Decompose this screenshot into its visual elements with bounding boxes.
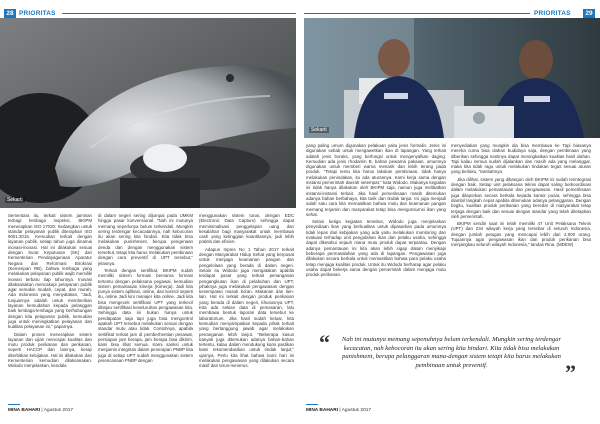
footer-publication: MINA BAHARI [8,408,41,413]
right-photo [304,18,600,138]
paragraph: Adapun Inpres No 1 Tahun 2017 terkait dengan Masyarakat Hidup Sehat yang berpusat untuk menjaga keamanan pangan dan pengelolaan yang berada di dalam negeri. Selain itu Widodo juga mengatakan apabila terdapat pasar yang terkait penanganan pengangkutan ikan di pelabuhan dan UPT, pihaknya juga melakukan pengawasan dengan kesempatan masuk koran. Makanan dan lain-lain. Hal ini terkait dengan produk perikanan yang berada di dalam negeri, khususnya UPT, Kita ada sekian data di pemasaran, lalu membawa bentuk laporan data tersebut ke laboratorium. Jika hasil sudah keluar, kita kemudian menyampaikan kepada pihak terkait yang bertanggung jawab agar melakukan penanganan lebih lanjut. "Beberapa kasus banyak juga ditemukan adanya bahan-bahan tertentu, kalau dalam mendukung kami pastikan kami rekomendasikan untuk tindak lanjut," ujarnya. Perlu kita lihat bahwa kami hari ini melakukan pengawasan yang dilakukan secara masif dan terus-menerus. [199,246,294,369]
paragraph: Terkait dengan sertifikat, BKIPM sudah memiliki sistem formasi bernama formasi tertentu dengan pelaksana pegawai, kemudian sistem pemantauan kinerja (Kimerja). Jadi kita punya sistem aplikasi, online, dan kontrol seperti itu, online Jadi kini manajer kita online. Jadi kita bisa mengecek sertifikasi UPT yang terkecil ditinjau sertifikasi keseluruhan pengawasan kita. Sehingga data ini bukan hanya untuk pendapatan saja tapi juga bisa mengontrol apakah UPT tersebut melakukan sesuai dengan standar mutu atau tidak. Contohnya, apabila sertifikat terkait jam di pemberhentian pesawat, persiapan jam berapa, jam berapa bisa dikirim, kami bisa lihat semua. Kami sanksi untuk menjamin integritas dalam penerapan PNBP kita juga di setiap UPT sudah menggunakan sistem perencanaan PNBP dengan [98,267,193,364]
footer-publication: MINA BAHARI [306,408,339,413]
footer-issue: Agustus 2017 [341,408,372,413]
right-column-1 [306,143,446,325]
left-section-title: PRIORITAS [19,10,56,17]
paragraph: yang paling umum digunakan pelakuan yaitu jenis formalin. Jenis ini digunakan sebab untuk mengawetkan ikan di lapangan. Yang terkait adalah jenis boraks, yang berfungsi untuk mengenyalkan daging. Kemudian ada jenis rhodamin B, bahan pewarna pakaian, umumnya digunakan untuk memberi warna menarik dan lebih terang pada produk. "Tetapi tentu kita harus lakukan pembinaan, tidak hanya melakukan penindakan, itu ada aturannya. Kami kerja sama dengan instansi pemerintah daerah setempat," kata Widodo. Makanya kegiatan ini tidak hanya dilakukan oleh BKIPM saja, namun juga melibatkan instansi-instansi terkait. Jika hasil pemeriksaan masih ditemukan adanya bahan berbahaya, kita tarik dan tindak lanjut. Ini juga menjadi salah satu cara kita memastikan bahwa mutu dan keamanan pangan memang terjamin dan masyarakat tetap bisa mengonsumsi ikan yang sehat. [306,143,446,217]
left-footer: MINA BAHARI | Agustus 2017 [8,408,74,413]
paragraph: di dalam negeri sering dijumpai pada UMKM hingga pasar konvensional. "Nah ini mutunya memang seperlunya belum terkendali. Mungkin sering terdengar kecacatannya, nah kebocoran itu akan sering kita hindari. Kita tidak bisa melakukan punishment, berupa pengenaan denda dan dengan menggunakan sistem tersebut, tetapi kita harus melakukan pembinaan dengan cara preventif di UPT tersebut," jelasnya. [98,213,193,266]
right-photo-caption: Sekarti [311,127,327,133]
left-header-rule [62,13,296,14]
right-page-number: 29 [583,9,595,18]
right-column-2 [451,143,591,325]
paragraph: BKIPM sendiri saat ini telah memiliki 47 Unit Pelaksana Teknis (UPT) dan 234 wilayah kerja yang tersebar di seluruh Indonesia, dengan jumlah petugas yang mencapai lebih dari 2.000 orang. Tujuannya agar pengawasan ikan dan produk perikanan bisa menjangkau seluruh wilayah Indonesia," tandas Rina. (MDEW) [451,221,591,248]
footer-issue: Agustus 2017 [43,408,74,413]
right-section-title: PRIORITAS [534,10,571,17]
paragraph: Sementara itu, terkait sistem jaminan terbagi lembaga inspeksi, BKIPM menerapkan ISO 17020. Sedangkan untuk standar pelayanan publik diterapkan ISO 9001:2015. Kemudian terkait dengan layanan publik, setiap tahun juga dinamai inovasi-inovasi. Hal ini dilakukan sesuai dengan Surat Keputusan (SK) dari Kementerian Pendayagunaan Aparatur Negara dan Reformasi Birokrasi (Kemenpan RB), bahwa lembaga yang melakukan pelayanan publik wajib memiliki inovasi terbaru tiap tahunnya. Inovasi dilaksanakan mencakupi pelayanan publik agar semakin mudah, cepat, dan murah. Ada Indonesia yang menyatakan, "Jadi, tunjuannya adalah untuk memberikan layanan kemudahan kepada pelanggan baik lembaga-lembaga yang berhubungan dengan kita pelayanan publik, kemudian juga untuk meningkatkan pelayanan dan kualitas pelayanan ini," paparnya. [8,213,92,330]
left-column-1 [8,213,92,401]
paragraph: menggunakan sistem tunai, dengan EDC (Electronic Data Capture) sehingga dapat meminimalisasi penggelapan uang dan kesalahan bagi masyarakat untuk membawa cash yang ketinggian kuantitasnya, jadi lebih praktis dan efisien. [199,213,294,245]
pull-quote-text: Nah ini mutunya memang sepenuhnya belum terkendali. Mungkin sering terdengar kecacatan, nah kebocoran itu akan sering kita hindari. Kita tidak bisa melakukan punishment, berupa pelanggaran mana-dengan sistem tetapi kita harus melakukan pembinaan untuk preventif. [341,336,562,369]
right-footer: MINA BAHARI | Agustus 2017 [306,408,372,413]
left-column-2 [98,213,193,401]
left-photo [0,18,296,208]
paragraph: Selain ketiga kegiatan tersebut, Widodo juga menjelaskan penyediaan ikan yang berkualitas untuk dipasarkan pada umumnya tidak lepas dari kebijakan yang ada yaitu melakukan monitoring dan evaluasi terhadap unit pengolahan ikan dan pelaku usaha, sehingga dapat diketahui sejauh mana mutu produk dapat terpantau. Dengan adanya pemantauan ini kita akan lebih sigap dalam menyikapi beberapa permasalahan yang ada di lapangan. Pengawasan juga dilakukan secara berkala untuk memastikan bahwa para pelaku usaha tetap menjaga kualitas produk. Untuk itu Widodo berharap agar pelaku usaha dapat bekerja sama dengan pemerintah dalam menjaga mutu produk perikanan. [306,219,446,278]
paragraph: Dalam proses menerapkan sistem layanan dan ujian mencapai kualitas dan mutu produk perikanan dan perikanan, seperti HACCP dan lainnya, kerap diterbitkan kebijakan. Hal ini dilakukan dari Kementerian kemudian dilaksanakan. Widodo menjelaskan, kendala [8,331,92,369]
close-quote-icon: ” [565,360,576,385]
lab-officers-photo [304,18,600,138]
open-quote-icon: “ [319,330,330,355]
paragraph: menyediakan yang mungkin dia bisa membawa ke Tapi biasanya mereka cuma bisa olahan budidaya saja, dengan pembinaan yang diberikan sehingga nantinya dapat meningkatkan kualitas hasil olahan. Tapi kalau semua sudah dijalankan dan masih ada yang melanggar, maka kita tidak ragu untuk melakukan tindakan tegas sesuai aturan yang berlaku, "tambahnya. [451,143,591,175]
paragraph: Jika dilihat, sistem yang dibangun oleh BKIPM ini sudah terintegrasi dengan baik. Setiap unit pelaksana teknis dapat saling berkoordinasi dalam melakukan pemantauan dan pengawasan. Hasil pemeriksaan juga dilaporkan secara berkala kepada kantor pusat, sehingga bisa diambil langkah cepat apabila ditemukan adanya pelanggaran. Dengan begitu, kualitas produk perikanan yang beredar di masyarakat tetap terjaga dengan baik dan sesuai dengan standar yang telah ditetapkan oleh pemerintah. [451,176,591,219]
pull-quote [319,330,576,385]
left-page-number: 28 [4,9,16,18]
inspection-photo [0,18,296,208]
left-column-3 [199,213,294,401]
left-photo-caption: Sekarti [7,197,23,203]
right-header-rule [304,13,530,14]
